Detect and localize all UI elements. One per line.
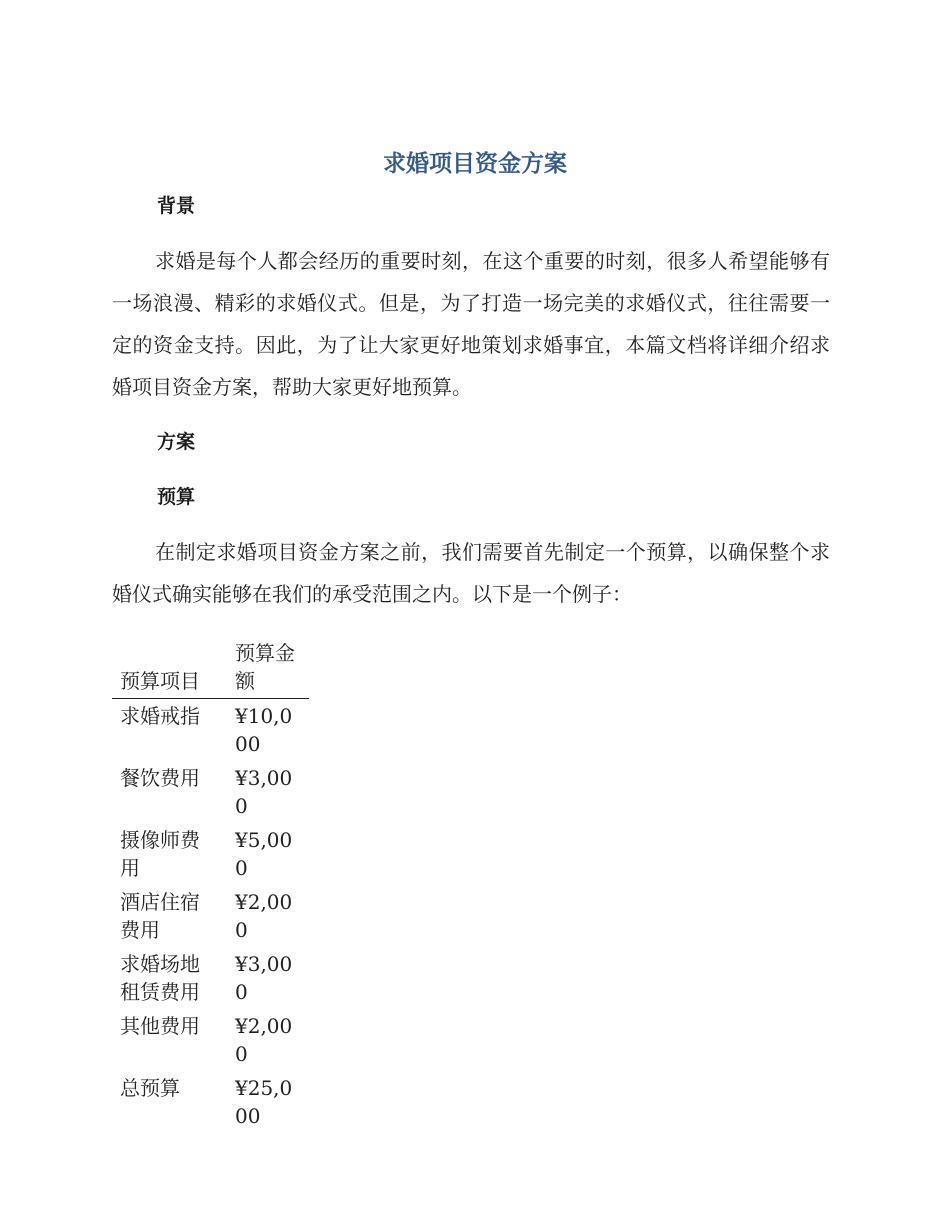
row-item-name: 餐饮费用 (120, 766, 200, 790)
row-item-name: 求婚场地租赁费用 (120, 952, 200, 1004)
row-item-amount: ¥3,000 (235, 766, 293, 818)
table-row-total (112, 1071, 309, 1133)
row-item-amount: ¥10,000 (235, 704, 293, 756)
row-item-name: 总预算 (120, 1076, 180, 1100)
row-item-amount: ¥2,000 (235, 1014, 293, 1066)
table-row (112, 1009, 309, 1071)
document-title: 求婚项目资金方案 (383, 151, 567, 177)
table-row (112, 823, 309, 885)
budget-table (112, 637, 309, 1133)
row-item-amount: ¥3,000 (235, 952, 293, 1004)
row-item-name: 求婚戒指 (120, 704, 200, 728)
header-budget-amount: 预算金额 (227, 637, 309, 699)
budget-heading: 预算 (157, 486, 196, 508)
background-heading: 背景 (157, 195, 196, 217)
row-item-amount: ¥5,000 (235, 828, 293, 880)
row-item-amount: ¥2,000 (235, 890, 293, 942)
header-budget-item: 预算项目 (112, 637, 227, 699)
plan-heading: 方案 (157, 431, 196, 453)
table-row (112, 761, 309, 823)
table-row (112, 947, 309, 1009)
row-item-name: 摄像师费用 (120, 828, 200, 880)
table-row (112, 885, 309, 947)
row-item-name: 酒店住宿费用 (120, 890, 200, 942)
background-paragraph: 求婚是每个人都会经历的重要时刻，在这个重要的时刻，很多人希望能够有一场浪漫、精彩的求婚仪式。但是，为了打造一场完美的求婚仪式，往往需要一定的资金支持。因此，为了让大家更好地策划求婚事宜，本篇文档将详细介绍求婚项目资金方案，帮助大家更好地预算。 (112, 249, 830, 399)
row-item-name: 其他费用 (120, 1014, 200, 1038)
table-row (112, 699, 309, 762)
row-item-amount: ¥25,000 (235, 1076, 293, 1128)
table-header-row (112, 637, 309, 699)
budget-paragraph: 在制定求婚项目资金方案之前，我们需要首先制定一个预算，以确保整个求婚仪式确实能够在我们的承受范围之内。以下是一个例子： (112, 540, 830, 606)
